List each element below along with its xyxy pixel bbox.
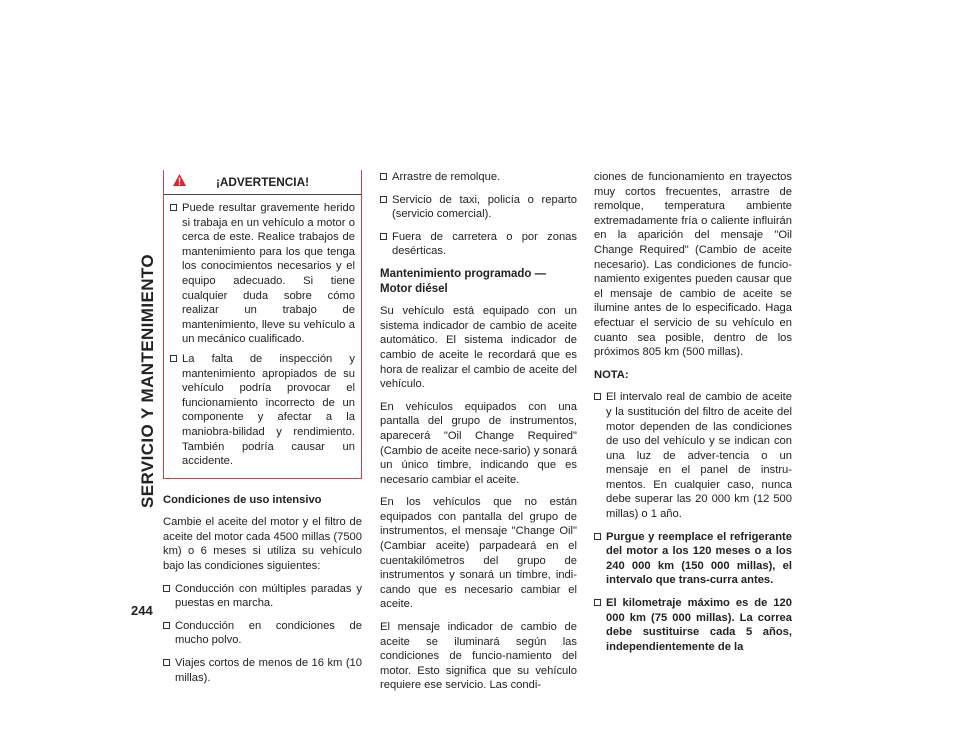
- list-item: [380, 193, 577, 222]
- warning-header: [164, 170, 361, 195]
- chapter-title-text: SERVICIO Y MANTENIMIENTO: [138, 253, 158, 508]
- warning-item: [170, 352, 355, 469]
- warning-item: [170, 201, 355, 347]
- paragraph: En vehículos equipados con una pantalla del grupo de instrumentos, aparecerá "Oil Change Required" (Cambio de aceite nece-sario) y sonará un único timbre, indicando que es necesario cambiar el aceite.: [380, 400, 577, 486]
- checkbox-bullet-icon: [594, 393, 601, 400]
- column-1: [163, 170, 362, 693]
- list-item-text: Conducción en condiciones de mucho polvo.: [175, 619, 362, 647]
- list-item: [380, 230, 577, 259]
- list-item-text: Servicio de taxi, policía o reparto (servicio comercial).: [392, 193, 577, 221]
- list-item: [163, 619, 362, 648]
- warning-box: [163, 170, 362, 479]
- list-item-text: El kilometraje máximo es de 120 000 km (75 000 millas). La correa debe sustituirse cada 5 años, independientemente de la: [606, 597, 792, 653]
- chapter-side-title: [133, 168, 163, 593]
- list-item-text: El intervalo real de cambio de aceite y la sustitución del filtro de aceite del motor dependen de las condiciones de uso del vehículo y se indican con una luz de adver-tencia o un mensaje en el panel de instru-mentos. En cualquier caso, nunca debe superar las 20 000 km (12 500 millas) o 1 año.: [606, 391, 792, 521]
- section-heading: Mantenimiento programado — Motor diésel: [380, 267, 547, 295]
- checkbox-bullet-icon: [170, 355, 177, 362]
- column-3: [594, 170, 792, 662]
- list-item-text: Viajes cortos de menos de 16 km (10 millas).: [175, 657, 362, 684]
- paragraph: ciones de funcionamiento en trayectos muy cortos frecuentes, arrastre de remolque, temperatura ambiente extremadamente fría o caliente influirán en la aparición del mensaje "Oil Change Required" (Cambio de aceite necesario). Las condiciones de funcio-namiento exigentes pueden causar que el mensaje de cambio de aceite se ilumine antes de lo especificado. Haga efectuar el servicio de su vehículo en cuanto sea posible, dentro de los próximos 805 km (500 millas).: [594, 171, 792, 359]
- checkbox-bullet-icon: [170, 204, 177, 211]
- warning-item-text: Puede resultar gravemente herido si trabaja en un vehículo a motor o cerca de este. Realice trabajos de mantenimiento para los que tenga los conocimientos necesarios y el equipo adecuado. Si tiene cualquier duda sobre cómo realizar un trabajo de mantenimiento, lleve su vehículo a un mecánico cualificado.: [182, 202, 355, 346]
- list-item-text: Purgue y reemplace el refrigerante del motor a los 120 meses o a los 240 000 km (150 000 millas), el intervalo que trans-curra antes.: [606, 530, 792, 587]
- checkbox-bullet-icon: [163, 622, 170, 629]
- note-label: NOTA:: [594, 368, 629, 381]
- list-item: [594, 390, 792, 521]
- checkbox-bullet-icon: [380, 196, 387, 203]
- list-item: [380, 170, 577, 185]
- paragraph: Cambie el aceite del motor y el filtro de aceite del motor cada 4500 millas (7500 km) o 6 meses si utiliza su vehículo bajo las condiciones siguientes:: [163, 516, 362, 573]
- warning-triangle-icon: [172, 173, 187, 187]
- list-item-text: Conducción con múltiples paradas y puestas en marcha.: [175, 582, 362, 610]
- list-item: [163, 582, 362, 611]
- list-item: [594, 596, 792, 654]
- list-item-text: Fuera de carretera o por zonas desérticas.: [392, 230, 577, 258]
- paragraph: Su vehículo está equipado con un sistema indicador de cambio de aceite automático. El sistema indicador de cambio de aceite le recordará que es hora de realizar el cambio de aceite del vehículo.: [380, 305, 577, 391]
- checkbox-bullet-icon: [380, 233, 387, 240]
- checkbox-bullet-icon: [594, 599, 601, 606]
- paragraph: En los vehículos que no están equipados con pantalla del grupo de instrumentos, el mensaje "Change Oil" (Cambiar aceite) parpadeará en el cuentakilómetros del grupo de instrumentos y sonará un timbre, indi-cando que es necesario cambiar el aceite.: [380, 496, 577, 611]
- checkbox-bullet-icon: [163, 585, 170, 592]
- section-heading: Condiciones de uso intensivo: [163, 493, 322, 506]
- column-2: [380, 170, 577, 701]
- warning-title: ¡ADVERTENCIA!: [215, 174, 310, 189]
- warning-item-text: La falta de inspección y mantenimiento apropiados de su vehículo podría provocar el funcionamiento incorrecto de un componente y afectar a la maniobra-bilidad y rendimiento. También podría causar un accidente.: [182, 352, 355, 468]
- page-number: 244: [131, 603, 153, 618]
- checkbox-bullet-icon: [594, 533, 601, 540]
- list-item: [163, 656, 362, 685]
- checkbox-bullet-icon: [163, 659, 170, 666]
- list-item-text: Arrastre de remolque.: [392, 171, 501, 183]
- paragraph: El mensaje indicador de cambio de aceite se iluminará según las condiciones de funcio-namiento del motor. Esto significa que su vehículo requiere ese servicio. Las condi-: [380, 621, 577, 692]
- checkbox-bullet-icon: [380, 173, 387, 180]
- list-item: [594, 530, 792, 588]
